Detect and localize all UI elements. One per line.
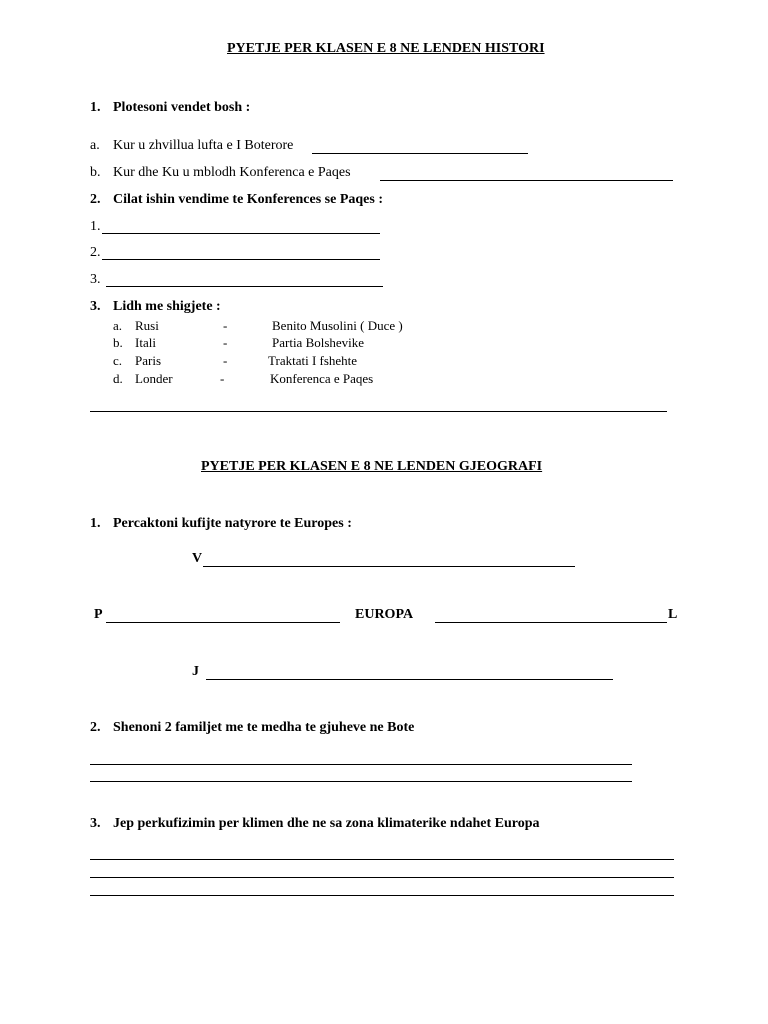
history-title: PYETJE PER KLASEN E 8 NE LENDEN HISTORI [227,41,545,56]
history-q1b-text: Kur dhe Ku u mblodh Konferenca e Paqes [113,165,351,180]
answer-line-west[interactable] [106,622,340,623]
history-q3-text: Lidh me shigjete : [113,299,221,314]
answer-line-q3-geo[interactable] [90,877,674,878]
answer-line-q2-1[interactable] [102,233,380,234]
answer-line-q2-geo[interactable] [90,781,632,782]
answer-line-south[interactable] [206,679,613,680]
match-left-item[interactable]: Rusi [135,318,159,333]
match-dash: - [223,318,228,333]
match-left-item[interactable]: Itali [135,335,156,350]
geography-title: PYETJE PER KLASEN E 8 NE LENDEN GJEOGRAFI [201,459,543,474]
history-q2-answer-number: 1. [90,219,101,234]
geography-q1-number: 1. [90,516,101,531]
answer-line-q2-3[interactable] [106,286,383,287]
match-left-item[interactable]: Paris [135,353,161,368]
answer-line-q1b[interactable] [380,180,673,181]
answer-line-q3-geo[interactable] [90,895,674,896]
match-dash: - [223,353,228,368]
compass-east-label: L [668,607,678,622]
match-dash: - [223,335,228,350]
match-right-item[interactable]: Traktati I fshehte [268,353,358,368]
answer-line-east[interactable] [435,622,667,623]
history-q2-number: 2. [90,192,101,207]
section-divider [90,411,667,412]
answer-line-q3-geo[interactable] [90,859,674,860]
match-right-item[interactable]: Benito Musolini ( Duce ) [272,318,403,333]
compass-north-label: V [192,551,203,566]
match-letter: a. [113,318,123,333]
geography-q3-number: 3. [90,816,101,831]
geography-q2-text: Shenoni 2 familjet me te medha te gjuheve ne Bote [113,720,415,735]
geography-q2-number: 2. [90,720,101,735]
match-dash: - [220,371,225,386]
match-letter: c. [113,353,123,368]
history-q1a-text: Kur u zhvillua lufta e I Boterore [113,138,294,153]
history-q1-text: Plotesoni vendet bosh : [113,100,251,115]
match-right-item[interactable]: Konferenca e Paqes [270,371,374,386]
history-q2-text: Cilat ishin vendime te Konferences se Paqes : [113,192,383,207]
geography-q3-text: Jep perkufizimin per klimen dhe ne sa zona klimaterike ndahet Europa [113,816,540,831]
history-q1-number: 1. [90,100,101,115]
history-q3-number: 3. [90,299,101,314]
history-q1a-letter: a. [90,138,100,153]
match-letter: b. [113,335,123,350]
match-right-item[interactable]: Partia Bolshevike [272,335,365,350]
history-q2-answer-number: 2. [90,245,101,260]
match-letter: d. [113,371,123,386]
history-q1b-letter: b. [90,165,101,180]
compass-south-label: J [192,664,199,679]
answer-line-q2-geo[interactable] [90,764,632,765]
answer-line-q1a[interactable] [312,153,528,154]
match-left-item[interactable]: Londer [135,371,173,386]
history-q2-answer-number: 3. [90,272,101,287]
compass-center-label: EUROPA [355,607,414,622]
answer-line-q2-2[interactable] [102,259,380,260]
answer-line-north[interactable] [203,566,575,567]
geography-q1-text: Percaktoni kufijte natyrore te Europes : [113,516,352,531]
compass-west-label: P [94,607,103,622]
